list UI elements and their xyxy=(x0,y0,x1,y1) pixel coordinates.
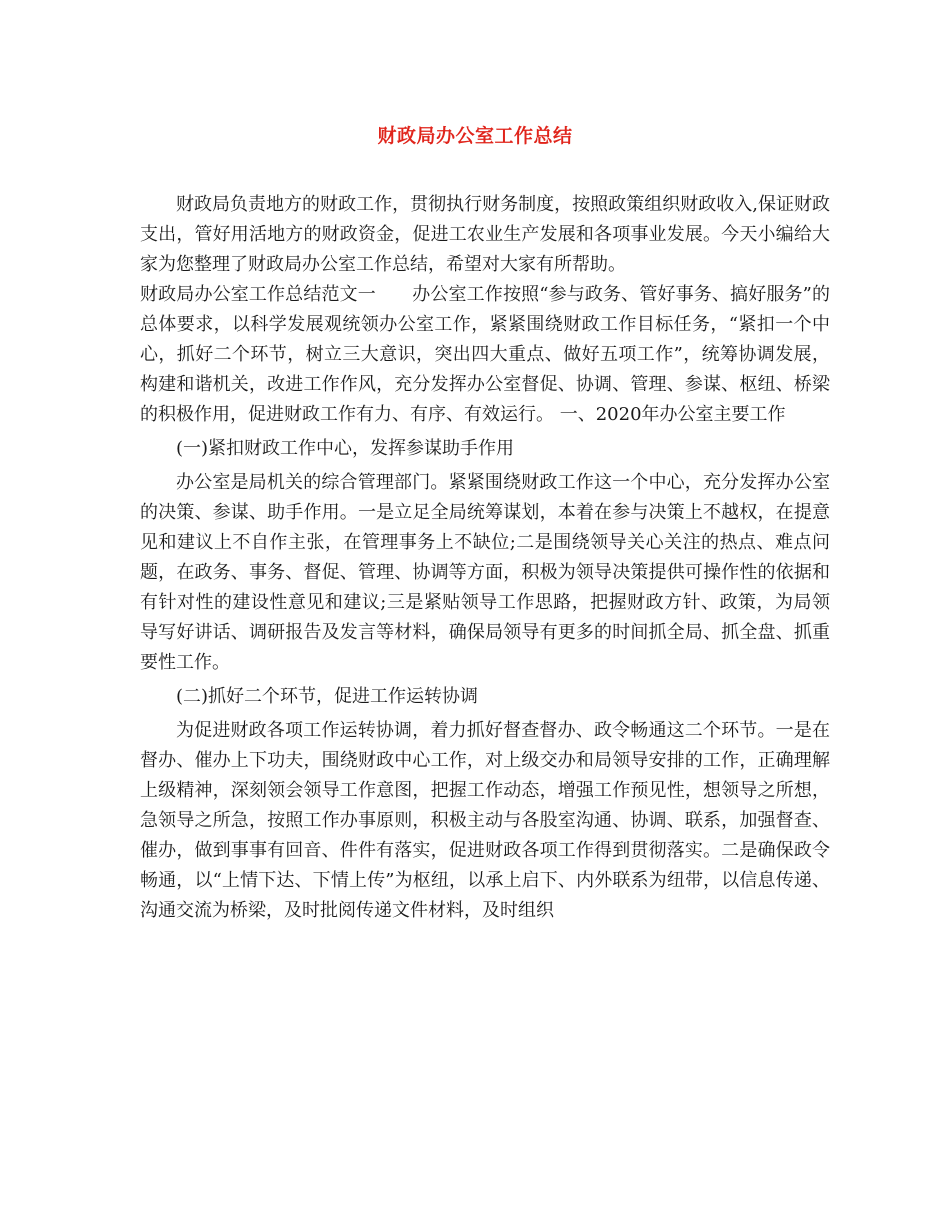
section-heading-1: (一)紧扣财政工作中心，发挥参谋助手作用 xyxy=(176,438,515,459)
section-paragraph-2: 为促进财政各项工作运转协调，着力抓好督查督办、政令畅通这二个环节。一是在督办、催办上下功夫，围绕财政中心工作，对上级交办和局领导安排的工作，正确理解上级精神，深刻领会领导工作意图，把握工作动态，增强工作预见性，想领导之所想，急领导之所急，按照工作办事原则，积极主动与各股室沟通、协调、联系，加强督查、催办，做到事事有回音、件件有落实，促进财政各项工作得到贯彻落实。二是确保政令畅通，以“上情下达、下情上传”为枢纽，以承上启下、内外联系为纽带，以信息传递、沟通交流为桥梁，及时批阅传递文件材料，及时组织 xyxy=(140,720,830,921)
document-title: 财政局办公室工作总结 xyxy=(377,125,573,147)
section-heading-2: (二)抓好二个环节，促进工作运转协调 xyxy=(176,686,479,707)
document-body xyxy=(140,190,830,926)
section-paragraph-1: 办公室是局机关的综合管理部门。紧紧围绕财政工作这一个中心，充分发挥办公室的决策、参谋、助手作用。一是立足全局统筹谋划，本着在参与决策上不越权，在提意见和建议上不自作主张，在管理事务上不缺位;二是围绕领导关心关注的热点、难点问题，在政务、事务、督促、管理、协调等方面，积极为领导决策提供可操作性的依据和有针对性的建设性意见和建议;三是紧贴领导工作思路，把握财政方针、政策，为局领导写好讲话、调研报告及发言等材料，确保局领导有更多的时间抓全局、抓全盘、抓重要性工作。 xyxy=(140,472,830,673)
summary-paragraph: 财政局办公室工作总结范文一 办公室工作按照“参与政务、管好事务、搞好服务”的总体要求，以科学发展观统领办公室工作，紧紧围绕财政工作目标任务，“紧扣一个中心，抓好二个环节，树立三大意识，突出四大重点、做好五项工作”，统筹协调发展，构建和谐机关，改进工作作风，充分发挥办公室督促、协调、管理、参谋、枢纽、桥梁的积极作用，促进财政工作有力、有序、有效运行。 一、2020年办公室主要工作 xyxy=(140,284,830,425)
intro-paragraph: 财政局负责地方的财政工作，贯彻执行财务制度，按照政策组织财政收入,保证财政支出，管好用活地方的财政资金，促进工农业生产发展和各项事业发展。今天小编给大家为您整理了财政局办公室工作总结，希望对大家有所帮助。 xyxy=(140,194,830,275)
